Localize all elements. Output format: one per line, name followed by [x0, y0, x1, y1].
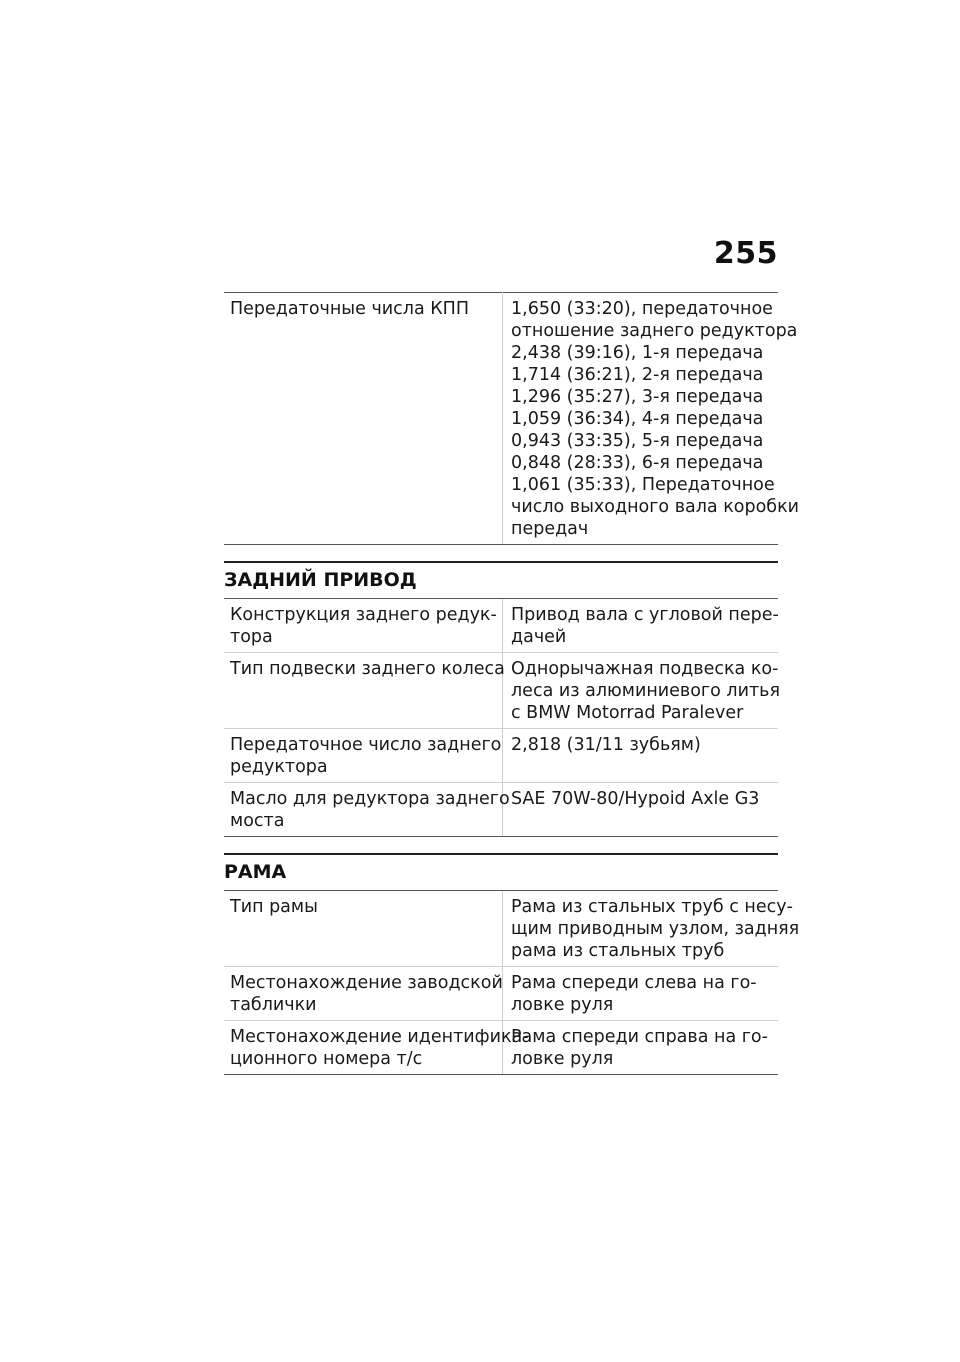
spec-value-line: щим приводным узлом, задняя [511, 919, 800, 939]
spec-label [224, 1021, 529, 1075]
spec-label [224, 891, 503, 967]
spec-label-line: редуктора [230, 757, 328, 777]
spec-content [224, 292, 800, 1075]
spec-value-line: 1,714 (36:21), 2-я передача [511, 365, 764, 385]
spec-value-line: ловке руля [511, 1049, 614, 1069]
table-row [224, 1021, 778, 1075]
spec-value [503, 967, 779, 1021]
spec-value [503, 653, 779, 729]
spec-label-line: ционного номера т/с [230, 1049, 423, 1069]
spec-label-line: Тип рамы [230, 897, 318, 917]
table-row [224, 293, 778, 545]
spec-label-line: Конструкция заднего редук- [230, 605, 497, 625]
spec-label-line: Местонахождение заводской [230, 973, 503, 993]
spec-value-line: Рама спереди справа на го- [511, 1027, 768, 1047]
spec-label-line: моста [230, 811, 285, 831]
spec-value [503, 293, 800, 545]
spec-label [224, 783, 510, 837]
spec-value-line: 1,059 (36:34), 4-я передача [511, 409, 764, 429]
spec-label [224, 653, 503, 729]
spec-label-line: таблички [230, 995, 317, 1015]
table-row [224, 783, 778, 837]
rear-drive-table [224, 599, 778, 837]
spec-value [503, 1021, 779, 1075]
spec-label-line: тора [230, 627, 273, 647]
spec-label-line: Тип подвески заднего колеса [230, 659, 505, 679]
spec-value-line: 0,848 (28:33), 6-я передача [511, 453, 764, 473]
spec-value-line: Рама спереди слева на го- [511, 973, 757, 993]
table-row [224, 729, 778, 783]
gear-ratio-table [224, 292, 800, 545]
table-row [224, 599, 778, 653]
spec-value-line: Однорычажная подвеска ко- [511, 659, 779, 679]
spec-value-line: передач [511, 519, 589, 539]
table-row [224, 891, 778, 967]
spec-value-line: 1,650 (33:20), передаточное [511, 299, 773, 319]
spec-value-line: дачей [511, 627, 567, 647]
spec-value-line: SAE 70W-80/Hypoid Axle G3 [511, 789, 760, 809]
spec-value-line: 1,296 (35:27), 3-я передача [511, 387, 764, 407]
spec-value [503, 783, 779, 837]
spec-value-line: Привод вала с угловой пере- [511, 605, 779, 625]
frame-table [224, 891, 800, 1075]
spec-value-line: число выходного вала коробки [511, 497, 800, 517]
spec-value-line: ловке руля [511, 995, 614, 1015]
spec-value-line: 1,061 (35:33), Передаточное [511, 475, 775, 495]
rear-drive-section [224, 561, 778, 837]
spec-value [503, 599, 779, 653]
spec-value-line: 2,438 (39:16), 1-я передача [511, 343, 764, 363]
spec-value-line: Рама из стальных труб с несу- [511, 897, 793, 917]
spec-label [224, 599, 503, 653]
frame-section [224, 853, 800, 1075]
spec-label [224, 967, 503, 1021]
spec-label-line: Местонахождение идентифика- [230, 1027, 529, 1047]
spec-value-line: 0,943 (33:35), 5-я передача [511, 431, 764, 451]
spec-label-line: Передаточное число заднего [230, 735, 502, 755]
spec-label-line: Масло для редуктора заднего [230, 789, 510, 809]
spec-value-line: отношение заднего редуктора [511, 321, 798, 341]
spec-value-line: с BMW Motorrad Paralever [511, 703, 744, 723]
table-row [224, 653, 778, 729]
spec-value-line: леса из алюминиевого литья [511, 681, 780, 701]
spec-value-line: рама из стальных труб [511, 941, 725, 961]
spec-value [503, 891, 800, 967]
spec-value [503, 729, 779, 783]
spec-value-line: 2,818 (31/11 зубьям) [511, 735, 701, 755]
spec-label [224, 293, 503, 545]
spec-label-line: Передаточные числа КПП [230, 299, 470, 319]
table-row [224, 967, 778, 1021]
page-number: 255 [713, 236, 778, 271]
section-title: РАМА [224, 855, 778, 891]
section-title: ЗАДНИЙ ПРИВОД [224, 563, 778, 599]
spec-label [224, 729, 503, 783]
